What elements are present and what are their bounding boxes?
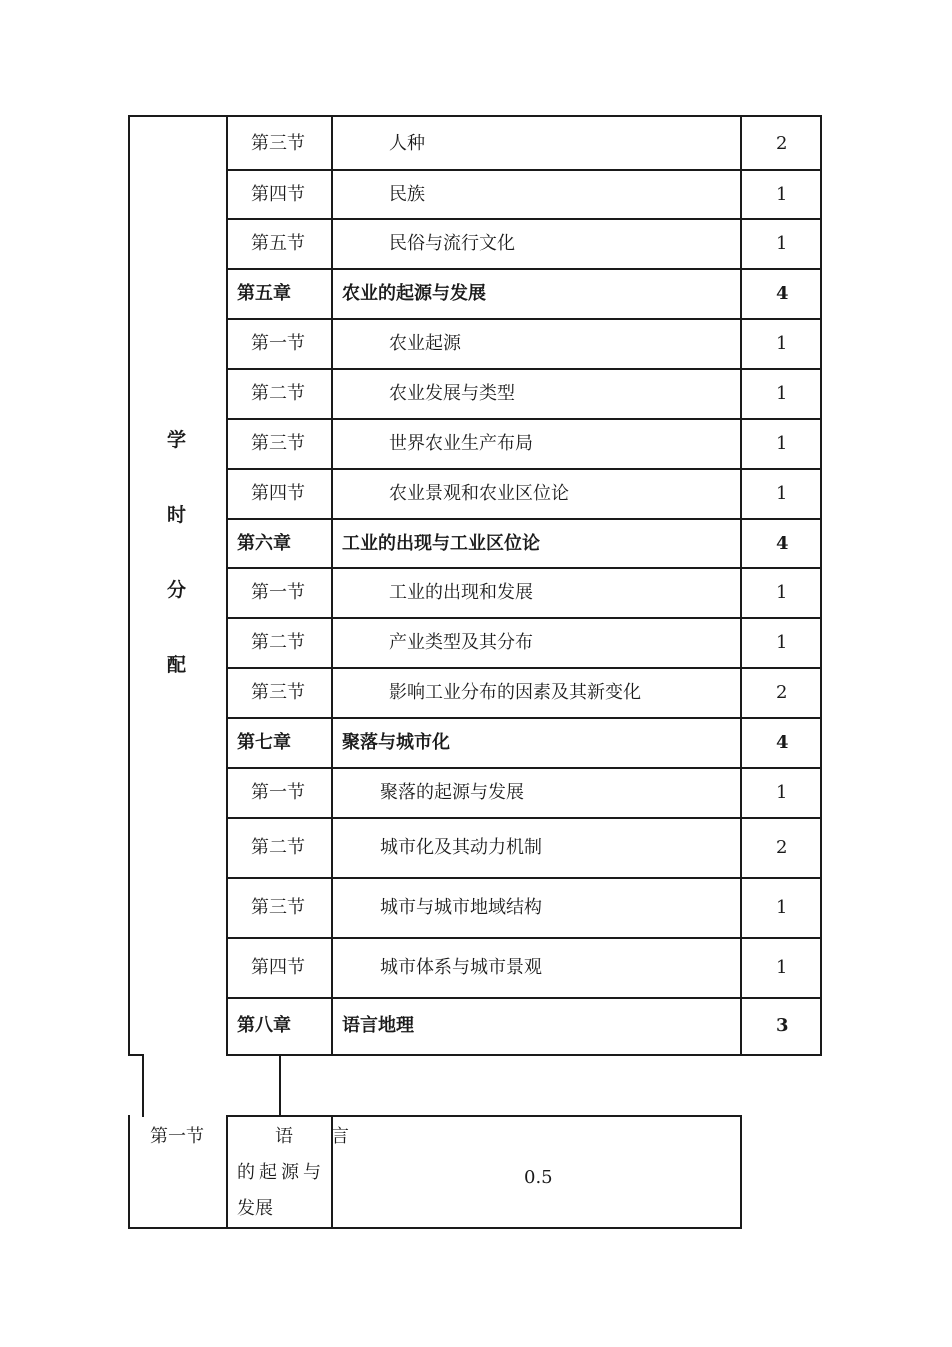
hours-value: 1 bbox=[776, 383, 788, 404]
hours-value: 1 bbox=[776, 433, 788, 454]
bottom-table-top-border bbox=[226, 1115, 742, 1117]
section-title: 民族 bbox=[389, 183, 425, 205]
bottom-row-hours: 0.5 bbox=[524, 1167, 553, 1188]
chapter-title: 语言地理 bbox=[342, 1015, 414, 1036]
chapter-number: 第六章 bbox=[237, 532, 291, 554]
chapter-title: 工业的出现与工业区位论 bbox=[342, 532, 540, 554]
side-label-char: 配 bbox=[167, 654, 187, 676]
row-divider bbox=[226, 617, 822, 619]
connector-left bbox=[142, 1055, 144, 1117]
section-title: 工业的出现和发展 bbox=[389, 582, 533, 603]
table-left-border bbox=[128, 115, 130, 1056]
bottom-table-left-border bbox=[128, 1115, 130, 1229]
section-title: 农业景观和农业区位论 bbox=[389, 483, 569, 504]
hours-value: 4 bbox=[776, 283, 789, 304]
section-number: 第三节 bbox=[251, 682, 305, 703]
hours-value: 2 bbox=[776, 682, 788, 703]
section-number: 第三节 bbox=[251, 897, 305, 918]
section-number: 第一节 bbox=[251, 782, 305, 803]
hours-value: 1 bbox=[776, 183, 788, 205]
section-number: 第一节 bbox=[251, 333, 305, 354]
connector-mid bbox=[279, 1055, 281, 1117]
section-title: 世界农业生产布局 bbox=[389, 433, 533, 454]
hours-value: 1 bbox=[776, 333, 788, 354]
hours-value: 1 bbox=[776, 782, 788, 803]
row-divider bbox=[226, 318, 822, 320]
row-divider bbox=[226, 169, 822, 171]
row-divider bbox=[226, 518, 822, 520]
row-divider bbox=[226, 567, 822, 569]
table-top-border bbox=[128, 115, 822, 117]
row-divider bbox=[226, 468, 822, 470]
row-divider bbox=[226, 218, 822, 220]
section-number: 第一节 bbox=[251, 582, 305, 603]
chapter-number: 第八章 bbox=[237, 1015, 291, 1036]
side-label-char: 时 bbox=[167, 504, 187, 526]
section-title: 产业类型及其分布 bbox=[389, 632, 533, 653]
section-number: 第四节 bbox=[251, 483, 305, 504]
column-divider-2 bbox=[331, 115, 333, 1056]
chapter-title: 农业的起源与发展 bbox=[342, 283, 486, 304]
bottom-table-right-border bbox=[740, 1115, 742, 1229]
section-number: 第二节 bbox=[251, 837, 305, 858]
section-number: 第二节 bbox=[251, 632, 305, 653]
hours-value: 1 bbox=[776, 632, 788, 653]
section-title: 影响工业分布的因素及其新变化 bbox=[389, 682, 641, 703]
table-bottom-border bbox=[226, 1054, 822, 1056]
hours-value: 1 bbox=[776, 233, 788, 254]
hours-value: 1 bbox=[776, 483, 788, 504]
section-number: 第四节 bbox=[251, 183, 305, 205]
bottom-row-title-line: 语 言 bbox=[275, 1126, 359, 1147]
row-divider bbox=[226, 717, 822, 719]
bottom-table-bottom-border bbox=[128, 1227, 742, 1229]
row-divider bbox=[226, 268, 822, 270]
section-title: 城市体系与城市景观 bbox=[380, 957, 542, 978]
column-divider-1 bbox=[226, 115, 228, 1056]
section-number: 第三节 bbox=[251, 433, 305, 454]
chapter-title: 聚落与城市化 bbox=[342, 732, 450, 753]
hours-value: 3 bbox=[776, 1015, 789, 1036]
row-divider bbox=[226, 368, 822, 370]
section-title: 城市化及其动力机制 bbox=[380, 837, 542, 858]
section-title: 聚落的起源与发展 bbox=[380, 782, 524, 803]
section-number: 第四节 bbox=[251, 957, 305, 978]
bottom-row-title-line: 的起源与 bbox=[237, 1162, 325, 1183]
table-right-border bbox=[820, 115, 822, 1056]
hours-value: 4 bbox=[776, 532, 789, 554]
hours-value: 2 bbox=[776, 132, 788, 154]
row-divider bbox=[226, 667, 822, 669]
section-number: 第二节 bbox=[251, 383, 305, 404]
side-label-char: 分 bbox=[167, 579, 187, 601]
chapter-number: 第七章 bbox=[237, 732, 291, 753]
section-title: 农业起源 bbox=[389, 333, 461, 354]
column-divider-3 bbox=[740, 115, 742, 1056]
hours-value: 2 bbox=[776, 837, 788, 858]
row-divider bbox=[226, 817, 822, 819]
hours-value: 1 bbox=[776, 897, 788, 918]
hours-value: 1 bbox=[776, 957, 788, 978]
row-divider bbox=[226, 418, 822, 420]
row-divider bbox=[226, 767, 822, 769]
bottom-table-divider-1 bbox=[226, 1115, 228, 1229]
section-title: 人种 bbox=[389, 132, 425, 154]
bottom-row-title-line: 发展 bbox=[237, 1198, 273, 1219]
section-title: 农业发展与类型 bbox=[389, 383, 515, 404]
bottom-row-number: 第一节 bbox=[150, 1126, 204, 1147]
connector-left-tick bbox=[128, 1054, 144, 1056]
section-title: 民俗与流行文化 bbox=[389, 233, 515, 254]
row-divider bbox=[226, 997, 822, 999]
chapter-number: 第五章 bbox=[237, 283, 291, 304]
row-divider bbox=[226, 937, 822, 939]
section-title: 城市与城市地域结构 bbox=[380, 897, 542, 918]
section-number: 第三节 bbox=[251, 132, 305, 154]
section-number: 第五节 bbox=[251, 233, 305, 254]
hours-value: 1 bbox=[776, 582, 788, 603]
row-divider bbox=[226, 877, 822, 879]
hours-value: 4 bbox=[776, 732, 789, 753]
side-label-char: 学 bbox=[167, 429, 187, 451]
